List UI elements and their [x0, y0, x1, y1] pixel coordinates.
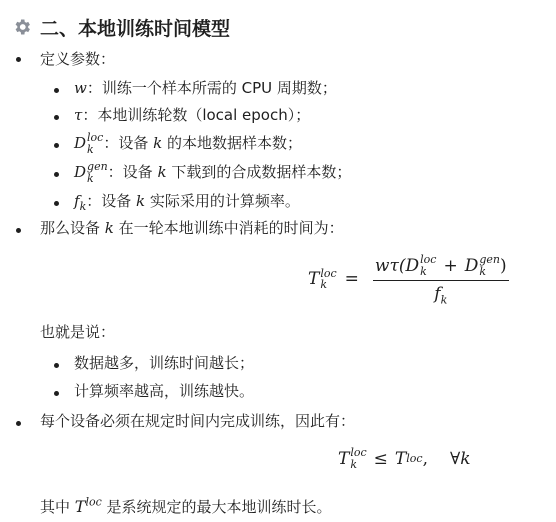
constraint-formula: T loc k ≤ T loc , ∀ k — [338, 446, 471, 471]
param-symbol: w — [74, 79, 87, 97]
param-symbol: $f_k$ — [74, 192, 87, 213]
bullet-dot — [54, 143, 59, 148]
param-symbol: D loc k — [74, 131, 104, 156]
bullet-dot — [16, 57, 21, 62]
param-item: $f_k$：设备 k 实际采用的计算频率。 — [74, 192, 300, 213]
bullet-dot — [16, 228, 21, 233]
bullet-dot — [54, 88, 59, 93]
param-item — [74, 77, 337, 99]
meaning-item: 数据越多，训练时间越长； — [74, 354, 255, 372]
bullet-dot — [54, 391, 59, 396]
bullet-dot — [54, 363, 59, 368]
param-symbol: τ — [74, 106, 83, 124]
param-item: D loc k ：设备 k 的本地数据样本数； — [74, 131, 302, 156]
bullet-dot — [54, 172, 59, 177]
param-item: D gen k ：设备 k 下载到的合成数据样本数； — [74, 160, 352, 185]
param-desc: ：训练一个样本所需的 CPU 周期数； — [86, 79, 337, 97]
params-intro: 定义参数： — [40, 50, 116, 68]
meaning-intro: 也就是说： — [40, 323, 116, 341]
param-desc: ：本地训练轮数（local epoch）； — [82, 106, 311, 124]
param-item — [74, 104, 310, 126]
time-formula: T loc k = wτ( D loc k + D gen k ) $f_k$ — [308, 253, 507, 307]
bullet-dot — [54, 115, 59, 120]
meaning-item: 计算频率越高，训练越快。 — [74, 382, 255, 400]
footer-text: 其中 $T^{loc}$ 是系统规定的最大本地训练时长。 — [40, 495, 332, 516]
bullet-dot — [54, 201, 59, 206]
section-title: 二、本地训练时间模型 — [40, 17, 231, 40]
time-intro: 那么设备 k 在一轮本地训练中消耗的时间为： — [40, 219, 344, 237]
bullet-dot — [16, 421, 21, 426]
gear-icon — [12, 17, 32, 37]
param-symbol: D gen k — [74, 160, 108, 185]
section-heading — [12, 12, 230, 42]
constraint-text: 每个设备必须在规定时间内完成训练，因此有： — [40, 412, 356, 430]
